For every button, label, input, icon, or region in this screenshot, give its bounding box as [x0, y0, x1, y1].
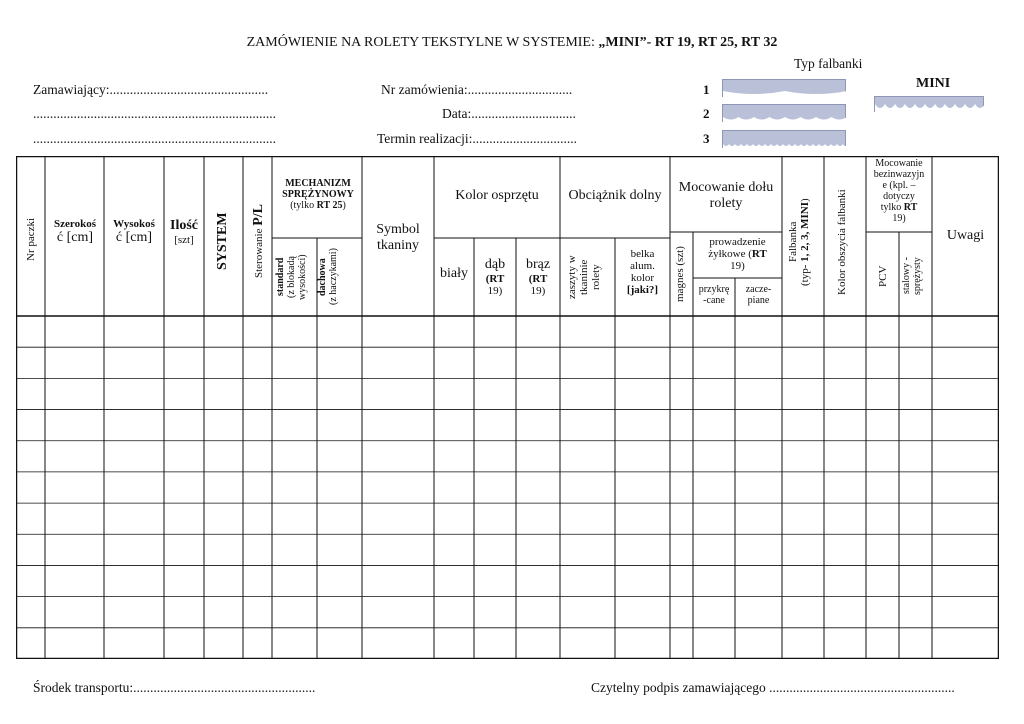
mechanizm-tylko: (tylko: [290, 200, 317, 211]
page-title: [0, 35, 1024, 51]
header-falbanka: [787, 172, 817, 312]
header-bialy: [434, 266, 474, 282]
prowadzenie-line2: żyłkowe (: [708, 248, 752, 260]
zaczepiane-line1: zacze-: [745, 284, 772, 295]
dachowa-line2: (z haczykami): [328, 248, 339, 306]
address-line-2[interactable]: ........................................................................: [33, 131, 276, 146]
symbol-line1: Symbol: [376, 222, 420, 237]
mocbez-line1: Mocowanie: [875, 158, 923, 169]
typ-falbanki-label: Typ falbanki: [794, 56, 863, 71]
header-standard: [275, 242, 315, 312]
header-magnes: [674, 238, 688, 310]
header-obciaznik: [560, 188, 670, 204]
header-zaczepiane: [735, 284, 782, 306]
header-dab: [474, 257, 516, 297]
pcv-text: PCV: [877, 265, 889, 287]
symbol-line2: tkaniny: [377, 238, 419, 253]
stalowy-line2: sprężysty: [912, 257, 923, 295]
header-prowadzenie: [693, 236, 782, 272]
standard-line1: standard: [275, 257, 286, 297]
srodek-transportu-field[interactable]: Środek transportu:......................................................: [33, 680, 316, 695]
mechanizm-line2: SPRĘŻYNOWY: [282, 189, 354, 200]
type-number-1: 1: [703, 82, 710, 97]
falbanka-swatch-3: [722, 130, 846, 148]
zamawiajacy-field[interactable]: Zamawiający:...............................................: [33, 82, 269, 97]
header-sterowanie: [250, 186, 268, 296]
prowadzenie-rt: RT: [751, 248, 767, 260]
header-kolor-obszycia: [836, 172, 852, 312]
podpis-field[interactable]: Czytelny podpis zamawiającego .......................................................: [591, 680, 955, 695]
header-belka: [615, 248, 670, 296]
belka-line2: alum.: [630, 260, 655, 272]
mechanizm-close: ): [342, 200, 346, 211]
mocbez-tylko: tylko: [880, 202, 904, 213]
sterowanie-pl: P/L: [251, 204, 266, 226]
dab-line3: 19): [487, 285, 503, 297]
szerokosc-line1: Szerokoś: [54, 218, 96, 230]
belka-line1: belka: [630, 248, 655, 260]
braz-line1: brąz: [525, 257, 551, 272]
header-mocowanie-dolu: [670, 180, 782, 212]
mechanizm-rt: RT 25: [316, 200, 343, 211]
braz-line3: 19): [530, 285, 546, 297]
header-dachowa: [317, 242, 357, 312]
kolor-osprzetu-text: Kolor osprzętu: [455, 188, 539, 203]
falbanka-line2: (typ-: [799, 261, 811, 286]
falbanka-close: ): [799, 198, 811, 202]
braz-line2: (RT: [528, 273, 548, 285]
przykrecane-line1: przykrę: [698, 284, 730, 295]
header-uwagi: [932, 228, 999, 244]
mocbez-rt: RT: [903, 202, 918, 213]
prowadzenie-line3: 19): [730, 260, 745, 272]
header-mocowanie-bezinwazyjne: [866, 158, 932, 224]
magnes-text: magnes (szt): [674, 246, 686, 302]
header-mechanizm: [272, 178, 364, 211]
wysokosc-line1: Wysokoś: [113, 218, 155, 230]
mechanizm-line1: MECHANIZM: [285, 178, 351, 189]
przykrecane-line2: -cane: [703, 295, 725, 306]
header-zaszyty: [566, 244, 606, 310]
standard-line3: wysokości): [297, 254, 308, 300]
header-szerokosc: [45, 218, 105, 246]
bialy-text: biały: [440, 266, 468, 281]
belka-line4: [jaki?]: [626, 284, 659, 296]
uwagi-text: Uwagi: [946, 228, 985, 243]
falbanka-swatch-2: [722, 104, 846, 122]
header-wysokosc: [104, 218, 164, 246]
szerokosc-line2: ć [cm]: [56, 230, 94, 245]
standard-line2: (z blokadą: [286, 256, 297, 298]
title-bold: „MINI”- RT 19, RT 25, RT 32: [598, 35, 778, 50]
zaszyty-line1: zaszyty w: [566, 255, 578, 299]
header-braz: [516, 257, 560, 297]
kolor-obszycia-text: Kolor obszycia falbanki: [836, 189, 848, 295]
type-number-3: 3: [703, 131, 710, 146]
falbanka-line1: Falbanka: [787, 221, 799, 263]
mocbez-line3: e (kpl. –: [882, 180, 916, 191]
termin-realizacji-field[interactable]: Termin realizacji:...............................: [377, 131, 578, 146]
mocowanie-dolu-line2: rolety: [709, 196, 743, 211]
header-kolor-osprzetu: [434, 188, 560, 204]
prowadzenie-line1: prowadzenie: [709, 236, 766, 248]
falbanka-swatch-1: [722, 79, 846, 97]
mocbez-line4: dotyczy: [883, 191, 915, 202]
header-symbol-tkaniny: [362, 222, 434, 254]
falbanka-swatch-mini: [874, 96, 984, 112]
mocbez-line2: bezinwazyjn: [873, 169, 925, 180]
address-line-1[interactable]: ........................................................................: [33, 106, 276, 121]
system-text: SYSTEM: [215, 212, 230, 270]
order-table: [16, 156, 999, 659]
ilosc-line2: [szt]: [174, 234, 194, 246]
header-ilosc: [164, 218, 204, 246]
dab-line1: dąb: [484, 257, 506, 272]
mocowanie-dolu-line1: Mocowanie dołu: [678, 180, 774, 195]
sterowanie-text: Sterowanie: [253, 225, 265, 279]
header-nr-paczki: [24, 164, 38, 314]
ilosc-line1: Ilość: [170, 218, 198, 233]
nr-zamowienia-field[interactable]: Nr zamówienia:...............................: [381, 82, 573, 97]
zaszyty-line2: tkaninie: [578, 259, 590, 295]
mini-label: MINI: [916, 76, 951, 91]
header-stalowy: [901, 240, 929, 312]
header-pcv: [877, 246, 891, 306]
type-number-2: 2: [703, 106, 710, 121]
mocbez-close: 19): [892, 213, 906, 224]
wysokosc-line2: ć [cm]: [115, 230, 153, 245]
header-przykrecane: [693, 284, 735, 306]
data-field[interactable]: Data:...............................: [442, 106, 576, 121]
title-plain: ZAMÓWIENIE NA ROLETY TEKSTYLNE W SYSTEMIE:: [246, 35, 599, 50]
zaczepiane-line2: piane: [747, 295, 770, 306]
stalowy-line1: stalowy -: [901, 257, 912, 295]
nr-paczki-text: Nr paczki: [25, 217, 37, 261]
dachowa-line1: dachowa: [317, 258, 328, 296]
zaszyty-line3: rolety: [590, 264, 602, 290]
obciaznik-text: Obciążnik dolny: [568, 188, 662, 203]
falbanka-types: 1, 2, 3, MINI: [799, 201, 811, 262]
dab-line2: (RT: [485, 273, 505, 285]
header-system: [214, 196, 232, 286]
belka-line3: kolor: [630, 272, 655, 284]
